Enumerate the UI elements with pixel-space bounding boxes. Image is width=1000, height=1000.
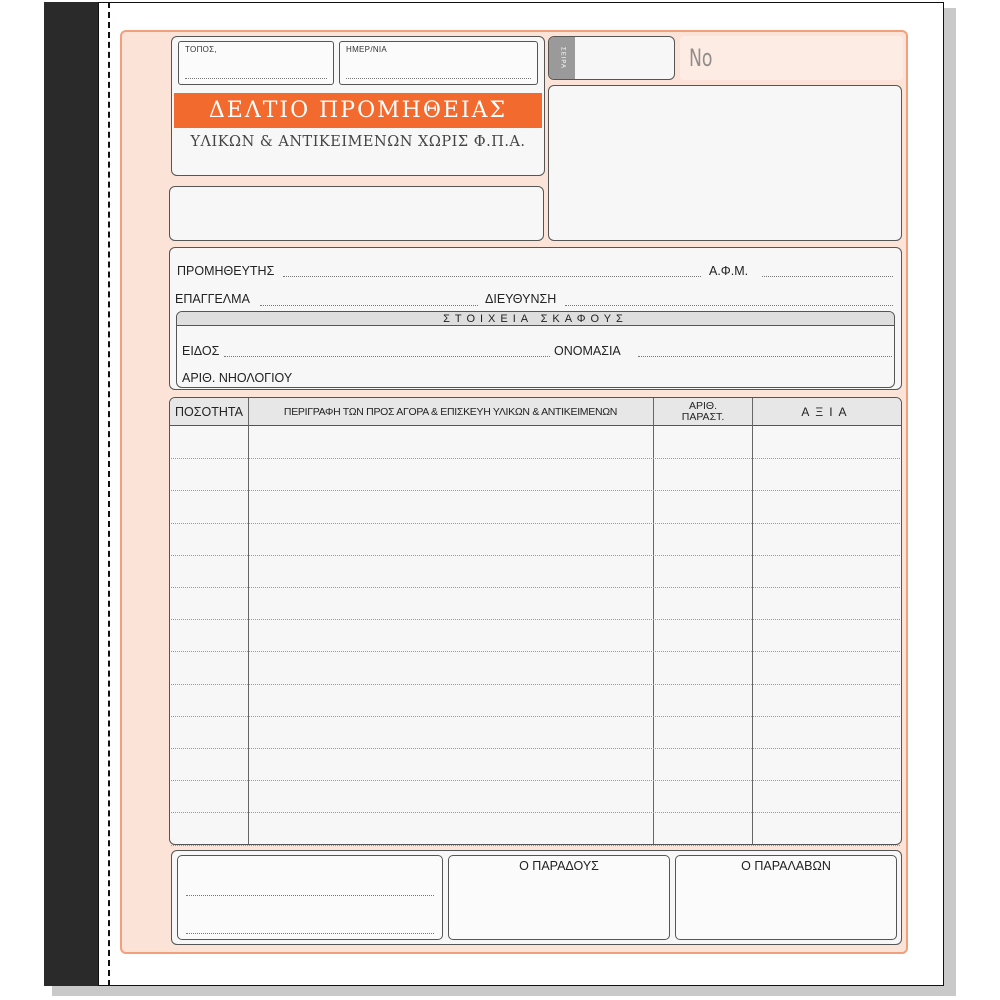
footer-notes-box[interactable] bbox=[177, 855, 443, 940]
series-label: ΣΕΙΡΑ bbox=[559, 47, 566, 69]
table-row[interactable] bbox=[171, 458, 900, 459]
table-row[interactable] bbox=[171, 651, 900, 652]
address-label: ΔΙΕΥΘΥΝΣΗ bbox=[485, 292, 557, 306]
address-line[interactable] bbox=[565, 305, 893, 306]
binding-spine bbox=[44, 2, 100, 986]
place-line bbox=[185, 78, 327, 79]
table-row[interactable] bbox=[171, 812, 900, 813]
items-table bbox=[169, 397, 902, 845]
number-field[interactable] bbox=[680, 36, 903, 80]
receiver-label: Ο ΠΑΡΑΛΑΒΩΝ bbox=[741, 859, 831, 873]
vessel-registry-label: ΑΡΙΘ. ΝΗΟΛΟΓΙΟΥ bbox=[182, 371, 293, 385]
series-box[interactable] bbox=[548, 36, 675, 80]
column-divider bbox=[653, 398, 654, 844]
date-label: ΗΜΕΡ/ΝΙΑ bbox=[346, 45, 388, 54]
form-subtitle: ΥΛΙΚΩΝ & ΑΝΤΙΚΕΙΜΕΝΩΝ ΧΩΡΙΣ Φ.Π.Α. bbox=[190, 134, 526, 150]
table-row[interactable] bbox=[171, 716, 900, 717]
supplier-line[interactable] bbox=[283, 276, 701, 277]
value-header: ΑΞΙΑ bbox=[801, 405, 853, 419]
quantity-header: ΠΟΣΟΤΗΤΑ bbox=[175, 405, 243, 419]
afm-label: Α.Φ.Μ. bbox=[709, 264, 749, 278]
place-label: ΤΟΠΟΣ, bbox=[185, 45, 217, 54]
supplier-label: ΠΡΟΜΗΘΕΥΤΗΣ bbox=[177, 264, 275, 278]
perforation-line bbox=[108, 2, 110, 986]
description-header: ΠΕΡΙΓΡΑΦΗ ΤΩΝ ΠΡΟΣ ΑΓΟΡΑ & ΕΠΙΣΚΕΥΗ ΥΛΙΚΩΝ & ΑΝΤΙΚΕΙΜΕΝΩΝ bbox=[283, 406, 618, 418]
table-row[interactable] bbox=[171, 555, 900, 556]
footer-notes-line bbox=[186, 895, 434, 896]
table-row[interactable] bbox=[171, 845, 900, 846]
stamp-box bbox=[169, 186, 544, 241]
table-row[interactable] bbox=[171, 748, 900, 749]
vessel-name-label: ΟΝΟΜΑΣΙΑ bbox=[554, 344, 621, 358]
profession-line[interactable] bbox=[260, 305, 478, 306]
column-divider bbox=[752, 398, 753, 844]
vessel-type-line[interactable] bbox=[224, 356, 550, 357]
table-row[interactable] bbox=[171, 619, 900, 620]
table-row[interactable] bbox=[171, 684, 900, 685]
table-row[interactable] bbox=[171, 523, 900, 524]
vessel-type-label: ΕΙΔΟΣ bbox=[182, 344, 220, 358]
deliverer-signature-box[interactable] bbox=[448, 855, 670, 940]
afm-line[interactable] bbox=[762, 276, 893, 277]
footer-notes-line bbox=[186, 933, 434, 934]
form-title: ΔΕΛΤΙΟ ΠΡΟΜΗΘΕΙΑΣ bbox=[174, 93, 542, 128]
company-stamp-box bbox=[548, 85, 902, 241]
table-row[interactable] bbox=[171, 780, 900, 781]
deliverer-label: Ο ΠΑΡΑΔΟΥΣ bbox=[519, 859, 599, 873]
place-field[interactable] bbox=[178, 41, 334, 85]
count-header: ΑΡΙΘ. ΠΑΡΑΣΤ. bbox=[681, 400, 725, 423]
profession-label: ΕΠΑΓΓΕΛΜΑ bbox=[175, 292, 250, 306]
date-field[interactable] bbox=[339, 41, 538, 85]
receiver-signature-box[interactable] bbox=[675, 855, 897, 940]
table-row[interactable] bbox=[171, 587, 900, 588]
vessel-header-label: ΣΤΟΙΧΕΙΑ ΣΚΑΦΟΥΣ bbox=[443, 313, 628, 325]
vessel-name-line[interactable] bbox=[638, 356, 892, 357]
column-divider bbox=[248, 398, 249, 844]
date-line bbox=[346, 78, 531, 79]
table-row[interactable] bbox=[171, 490, 900, 491]
